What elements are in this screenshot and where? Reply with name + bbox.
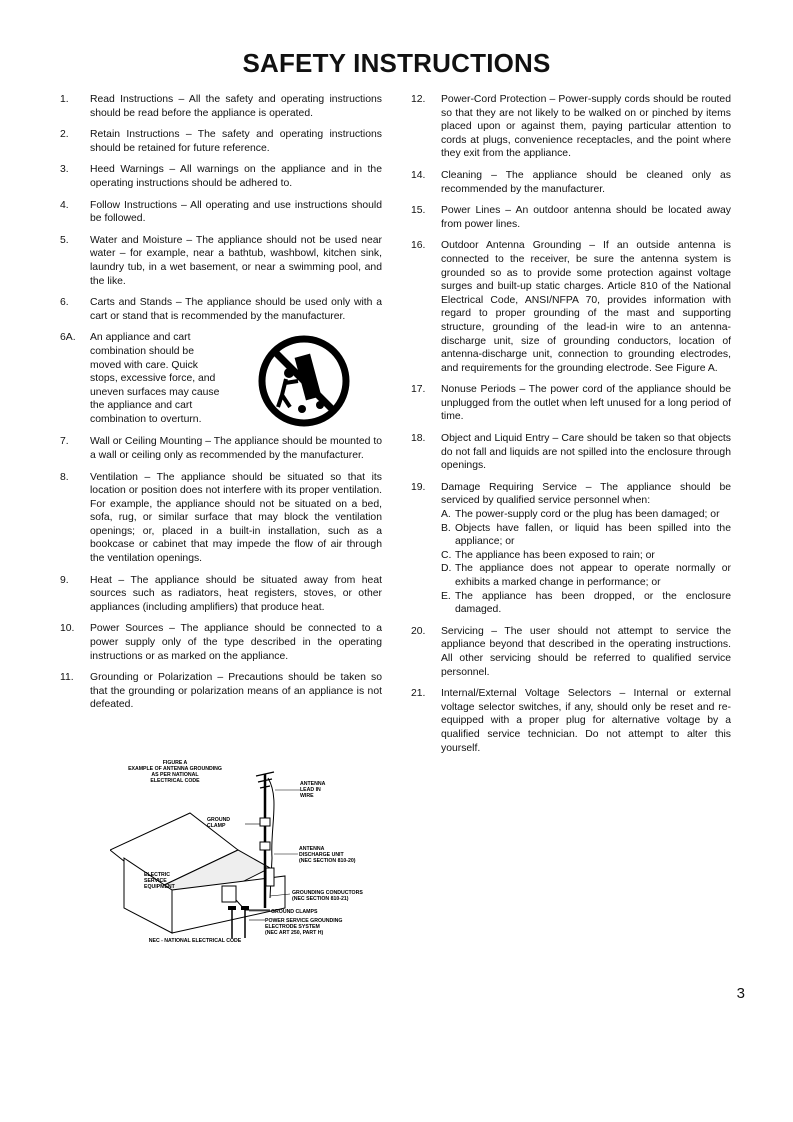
- figure-title: FIGURE A: [162, 760, 188, 766]
- list-item: 3. Heed Warnings – All warnings on the appliance and in the operating instructions should be adhered to.: [60, 164, 382, 189]
- left-column: [60, 93, 382, 720]
- sub-item: B. Objects have fallen, or liquid has been spilled into the appliance; or: [441, 522, 731, 548]
- list-item: 16. Outdoor Antenna Grounding – If an outside antenna is connected to the receiver, be sure the antenna system is grounded so as to provide some protection against voltage surges and built-up static charges. Article 810 of the National Electrical Code, ANSI/NFPA 70, provides information with regard to proper grounding of the mast and supporting structure, grounding of the lead-in wire to an antenna-discharge unit, size of grounding conductors, location of antenna-discharge unit, connection to grounding electrodes, and requirements for the grounding electrode. See Figure A.: [411, 240, 731, 374]
- cart-warning: 6A. An appliance and cart combination should be moved with care. Quick stops, excessive force, and uneven surfaces may cause the appliance and cart combination to overturn.: [60, 331, 382, 427]
- label-discharge-unit: (NEC SECTION 810-20): [299, 858, 356, 864]
- figure-title: AS PER NATIONAL: [151, 772, 199, 778]
- list-item: 10. Power Sources – The appliance should be connected to a power supply only of the type described in the operating instructions or as marked on the appliance.: [60, 623, 382, 662]
- label-ground-clamp: CLAMP: [207, 823, 226, 829]
- label-grounding-conductors: GROUNDING CONDUCTORS: [292, 890, 363, 896]
- label-ground-clamp: GROUND: [207, 817, 231, 823]
- label-ground-clamps: GROUND CLAMPS: [271, 909, 318, 915]
- list-item: 18. Object and Liquid Entry – Care should be taken so that objects do not fall and liquids are not spilled into the enclosure through openings.: [411, 433, 731, 472]
- list-item: 12. Power-Cord Protection – Power-supply cords should be routed so that they are not likely to be walked on or pinched by items placed upon or against them, paying particular attention to cords at plugs, convenience receptacles, and the point where they exit from the appliance.: [411, 94, 731, 160]
- list-item: 2. Retain Instructions – The safety and operating instructions should be retained for future reference.: [60, 129, 382, 154]
- list-item: 15. Power Lines – An outdoor antenna should be located away from power lines.: [411, 205, 731, 230]
- label-antenna: ANTENNA: [300, 781, 326, 787]
- label-antenna: WIRE: [300, 793, 314, 799]
- list-item: 6. Carts and Stands – The appliance should be used only with a cart or stand that is recommended by the manufacturer.: [60, 297, 382, 322]
- list-item: 8. Ventilation – The appliance should be situated so that its location or position does not interfere with its proper ventilation. For example, the appliance should not be situated on a bed, sofa, rug, or similar surface that may block the ventilation openings; or, placed in a built-in installation, such as a bookcase or cabinet that may impede the flow of air through the ventilation openings.: [60, 471, 382, 565]
- list-item: 5. Water and Moisture – The appliance should not be used near water – for example, near a bathtub, washbowl, kitchen sink, laundry tub, in a wet basement, or near a swimming pool, and the like.: [60, 234, 382, 287]
- label-grounding-conductors: (NEC SECTION 810-21): [292, 896, 349, 902]
- sub-item: E. The appliance has been dropped, or the enclosure damaged.: [441, 590, 731, 616]
- label-power-service: POWER SERVICE GROUNDING: [265, 918, 343, 924]
- figure-title: EXAMPLE OF ANTENNA GROUNDING: [128, 766, 222, 772]
- label-service-equipment: ELECTRIC: [144, 872, 170, 878]
- list-item: 11. Grounding or Polarization – Precautions should be taken so that the grounding or polarization means of an appliance is not defeated.: [60, 672, 382, 711]
- label-power-service: ELECTRODE SYSTEM: [265, 924, 320, 930]
- label-nec: NEC - NATIONAL ELECTRICAL CODE: [148, 938, 242, 944]
- list-item: 17. Nonuse Periods – The power cord of the appliance should be unplugged from the outlet when left unused for a long period of time.: [411, 384, 731, 423]
- list-item: 20. Servicing – The user should not attempt to service the appliance beyond that described in the operating instructions. All other servicing should be referred to qualified service personnel.: [411, 625, 731, 678]
- label-power-service: (NEC ART 250, PART H): [265, 930, 324, 936]
- list-item: 14. Cleaning – The appliance should be cleaned only as recommended by the manufacturer.: [411, 169, 731, 195]
- label-discharge-unit: DISCHARGE UNIT: [299, 852, 344, 858]
- list-item: 9. Heat – The appliance should be situated away from heat sources such as radiators, heat registers, stoves, or other appliances (including amplifiers) that produce heat.: [60, 574, 382, 613]
- label-service-equipment: EQUIPMENT: [144, 884, 175, 890]
- cart-tipover-icon: [258, 335, 350, 427]
- sub-item: D. The appliance does not appear to operate normally or exhibits a marked change in performance; or: [441, 563, 731, 588]
- sub-item: A. The power-supply cord or the plug has been damaged; or: [441, 509, 720, 521]
- sub-item: C. The appliance has been exposed to rain; or: [441, 549, 655, 561]
- right-column: [411, 93, 731, 763]
- page-title: SAFETY INSTRUCTIONS: [242, 48, 551, 78]
- antenna-grounding-figure: [110, 758, 400, 953]
- label-service-equipment: SERVICE: [144, 878, 167, 884]
- label-discharge-unit: ANTENNA: [299, 846, 325, 852]
- label-antenna: LEAD IN: [300, 787, 321, 793]
- list-item: 4. Follow Instructions – All operating and use instructions should be followed.: [60, 199, 382, 225]
- list-item: 21. Internal/External Voltage Selectors – Internal or external voltage selector switches, if any, should only be reset and re-equipped with a proper plug for alternative voltage by a qualified service technician. Do not attempt to alter this yourself.: [411, 688, 731, 754]
- list-item-damage-service: 19. Damage Requiring Service – The appliance should be serviced by qualified service personnel when: A. The power-supply cord or the plug has been damaged; or B. Objects have fallen, or liquid has been spilled into the appliance; or C. The appliance has been exposed to rain; or D. The appliance does not appear to operate normally or exhibits a marked change in performance; or E. The appliance has been dropped, or the enclosure damaged.: [411, 481, 731, 616]
- figure-title: ELECTRICAL CODE: [150, 778, 200, 784]
- list-item: 1. Read Instructions – All the safety and operating instructions should be read before the appliance is operated.: [60, 94, 382, 119]
- list-item: 7. Wall or Ceiling Mounting – The appliance should be mounted to a wall or ceiling only as recommended by the manufacturer.: [60, 436, 382, 461]
- page-number: 3: [736, 985, 745, 1002]
